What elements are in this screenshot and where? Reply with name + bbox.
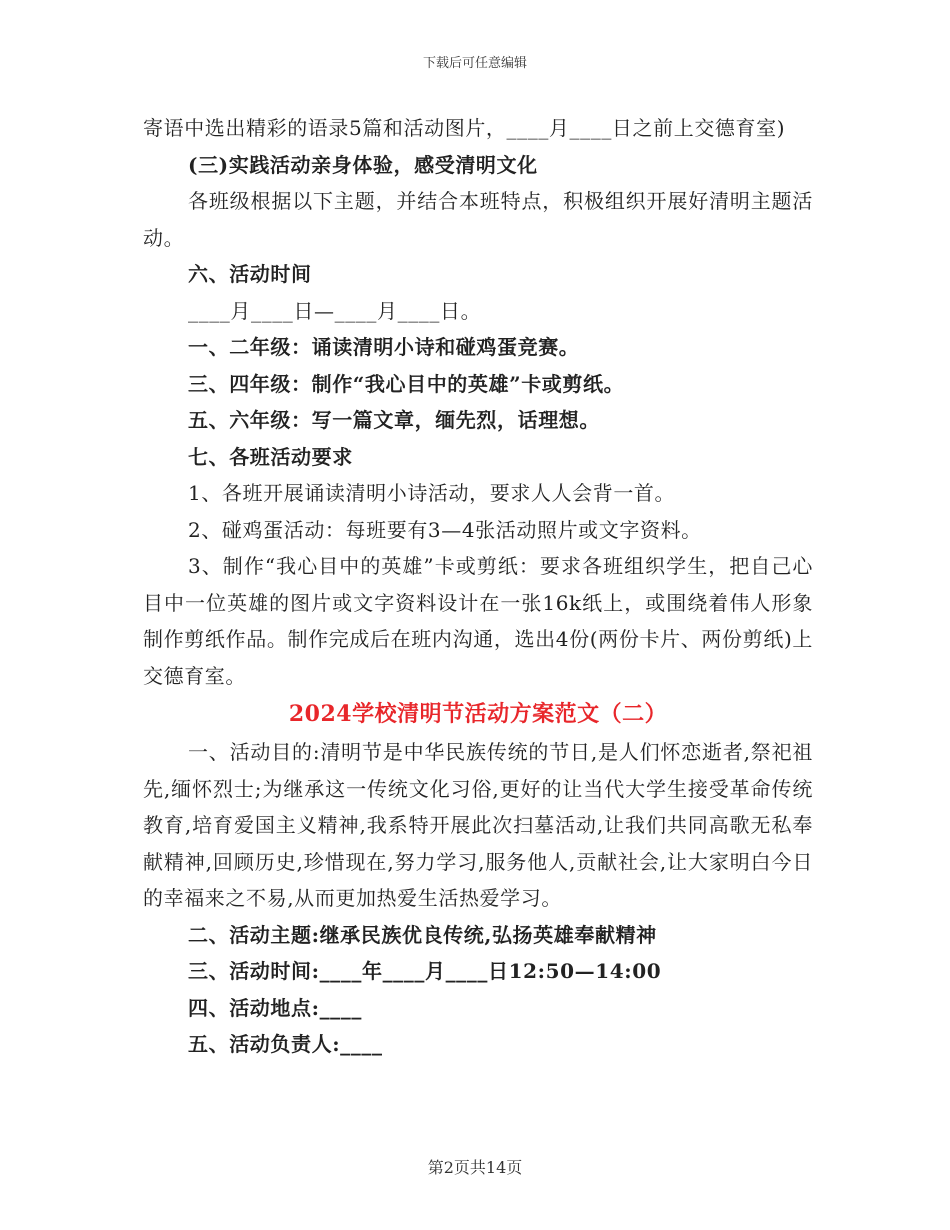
grade-1-2-item: 一、二年级：诵读清明小诗和碰鸡蛋竞赛。 bbox=[188, 335, 580, 359]
person-in-charge-line: 五、活动负责人:____ bbox=[188, 1032, 383, 1056]
subheading-practice: (三)实践活动亲身体验，感受清明文化 bbox=[188, 152, 538, 177]
heading-class-requirements: 七、各班活动要求 bbox=[188, 444, 353, 469]
heading-activity-time: 六、活动时间 bbox=[188, 262, 312, 286]
section-title: 2024学校清明节活动方案范文（二） bbox=[288, 701, 668, 727]
theme-line: 二、活动主题:继承民族优良传统,弘扬英雄奉献精神 bbox=[188, 922, 657, 947]
page-footer: 第2页共14页 bbox=[427, 1158, 523, 1177]
grade-3-4-item: 三、四年级：制作“我心目中的英雄”卡或剪纸。 bbox=[188, 371, 625, 396]
grade-5-6-item: 五、六年级：写一篇文章，缅先烈，话理想。 bbox=[188, 408, 600, 432]
requirement-2: 2、碰鸡蛋活动：每班要有3—4张活动照片或文字资料。 bbox=[188, 517, 702, 542]
page-content bbox=[143, 110, 813, 1063]
page-header: 下载后可任意编辑 bbox=[422, 56, 527, 71]
requirement-3: 3、制作“我心目中的英雄”卡或剪纸：要求各班组织学生，把自己心目中一位英雄的图片或文字资料设计在一张16k纸上，或围绕着伟人形象制作剪纸作品。制作完成后在班内沟通，选出4份(两份卡片、两份剪纸)上交德育室。 bbox=[143, 554, 813, 688]
location-line: 四、活动地点:____ bbox=[188, 995, 362, 1020]
date-range-line: ____月____日—____月____日。 bbox=[188, 298, 482, 323]
requirement-1: 1、各班开展诵读清明小诗活动，要求人人会背一首。 bbox=[188, 481, 676, 505]
paragraph-2: 各班级根据以下主题，并结合本班特点，积极组织开展好清明主题活动。 bbox=[143, 189, 813, 250]
time-line: 三、活动时间:____年____月____日12:50—14:00 bbox=[188, 959, 662, 983]
paragraph-1: 寄语中选出精彩的语录5篇和活动图片，____月____日之前上交德育室) bbox=[143, 116, 786, 140]
purpose-paragraph: 一、活动目的:清明节是中华民族传统的节日,是人们怀恋逝者,祭祀祖先,缅怀烈士;为继承这一传统文化习俗,更好的让当代大学生接受革命传统教育,培育爱国主义精神,我系特开展此次扫墓活动,让我们共同高歌无私奉献精神,回顾历史,珍惜现在,努力学习,服务他人,贡献社会,让大家明白今日的幸福来之不易,从而更加热爱生活热爱学习。 bbox=[143, 740, 813, 910]
